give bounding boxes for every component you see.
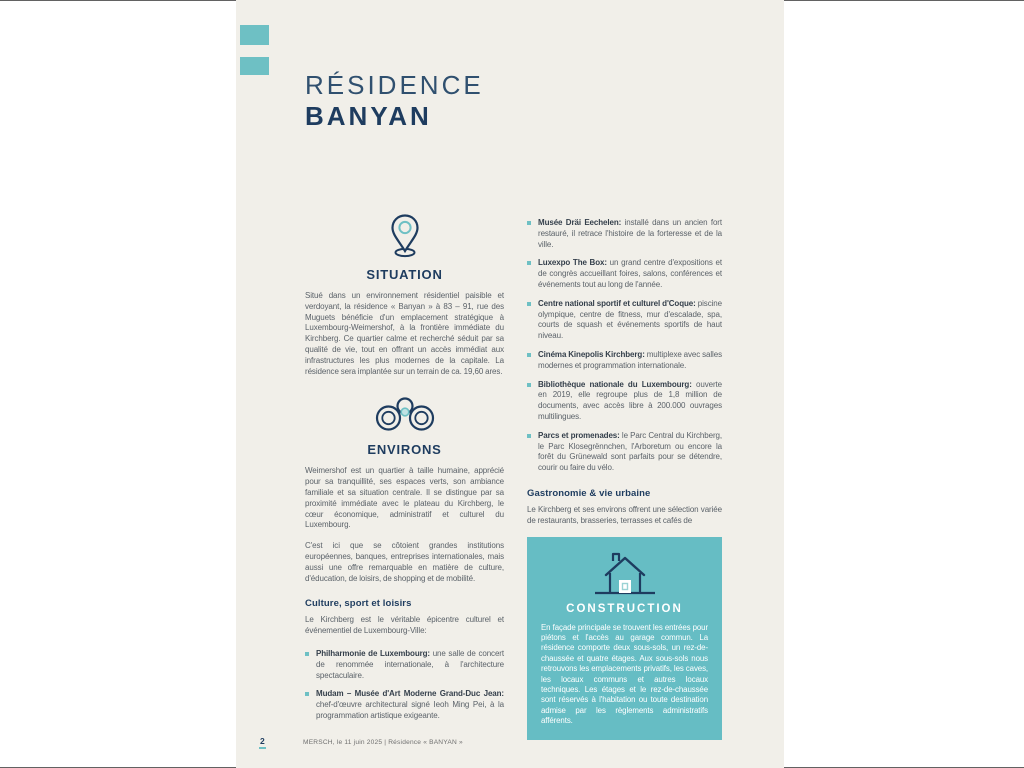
bullet-square-icon xyxy=(527,383,531,387)
bullet-desc: ouverte en 2019, elle regroupe plus de 1,8 million de documents, avec accès libre à 200.000 ouvrages multilingues. xyxy=(538,379,722,421)
list-item xyxy=(527,258,722,290)
culture-bullet-list xyxy=(305,649,504,722)
bullet-title: Centre national sportif et culturel d'Coque: xyxy=(538,298,696,308)
bullet-text xyxy=(538,299,722,342)
situation-icon-wrap xyxy=(305,212,504,258)
bullet-desc: un grand centre d'expositions et de congrès accueillant foires, salons, conférences et événements tout au long de l'année. xyxy=(538,258,722,289)
page-title xyxy=(305,70,484,132)
construction-body: En façade principale se trouvent les entrées pour piétons et l'accès au garage commun. La résidence comporte deux sous-sols, un rez-de-chaussée et quatre étages. Aux sous-sols nous retrouvons les emplacements privatifs, les caves, les locaux communs et autres locaux techniques. Les étages et le rez-de-chaussée sont réservés à l'habitation ou toute destination admise par les règlements administratifs afférents. xyxy=(541,622,709,726)
gastronomie-body: Le Kirchberg et ses environs offrent une sélection variée de restaurants, brasseries, terrasses et cafés de xyxy=(527,504,722,525)
bullet-title: Cinéma Kinepolis Kirchberg: xyxy=(538,349,645,359)
bullet-text xyxy=(316,689,504,721)
bullet-desc: chef-d'œuvre architectural signé Ieoh Ming Pei, à la programmation artistique exigeante. xyxy=(316,700,504,720)
title-line-banyan: BANYAN xyxy=(305,101,432,131)
bullet-square-icon xyxy=(305,692,309,696)
footer-text: MERSCH, le 11 juin 2025 | Résidence « BANYAN » xyxy=(303,739,463,746)
bullet-title: Parcs et promenades: xyxy=(538,430,620,440)
map-pin-icon xyxy=(384,212,426,258)
bullet-desc: installé dans un ancien fort restauré, il retrace l'histoire de la forteresse et de la ville. xyxy=(538,218,722,249)
left-column xyxy=(305,212,504,730)
culture-heading: Culture, sport et loisirs xyxy=(305,598,412,610)
list-item xyxy=(527,218,722,250)
bullet-title: Luxexpo The Box: xyxy=(538,258,607,268)
list-item xyxy=(305,689,504,721)
bullet-desc: le Parc Central du Kirchberg, le Parc Klosegrënnchen, l'Arboretum ou encore la forêt du Grünewald sont parfaits pour se détendre, courir ou faire du vélo. xyxy=(538,430,722,473)
bullet-title: Musée Dräi Eechelen: xyxy=(538,218,622,227)
situation-body: Situé dans un environnement résidentiel paisible et verdoyant, la résidence « Banyan » à 83 – 91, rue des Muguets bénéficie d'un emplacement stratégique à Luxembourg-Weimershof, à la frontière immédiate du Kirchberg. Ce quartier calme et recherché séduit par sa qualité de vie, tout en offrant un accès immédiat aux infrastructures les plus modernes de la capitale. La résidence sera implantée sur un terrain de ca. 19,60 ares. xyxy=(305,291,504,376)
right-column xyxy=(527,218,722,740)
bullet-square-icon xyxy=(527,261,531,265)
bullet-text xyxy=(538,258,722,290)
construction-heading: CONSTRUCTION xyxy=(566,602,683,615)
accent-square-1 xyxy=(240,25,269,45)
construction-box xyxy=(527,537,722,740)
environs-body-1: Weimershof est un quartier à taille humaine, apprécié pour sa tranquillité, ses espaces verts, son ambiance familiale et sa situation centrale. Il se distingue par sa proximité immédiate avec le plateau du Kirchberg, le cœur économique, administratif et culturel du Luxembourg. xyxy=(305,466,504,530)
environs-body-2: C'est ici que se côtoient grandes institutions européennes, banques, entreprises internationales, mais aussi une offre remarquable en matière de culture, d'éducation, de loisirs, de shopping et de mobilité. xyxy=(305,541,504,583)
bullet-square-icon xyxy=(527,434,531,438)
construction-icon-wrap xyxy=(541,549,708,597)
environs-heading: ENVIRONS xyxy=(367,442,442,458)
bullet-text xyxy=(538,380,722,423)
bullet-square-icon xyxy=(305,652,309,656)
environs-bullet-list xyxy=(527,218,722,474)
bullet-desc: une salle de concert de renommée internationale, à l'architecture spectaculaire. xyxy=(316,648,504,680)
bullet-text xyxy=(538,431,722,474)
gastronomie-heading: Gastronomie & vie urbaine xyxy=(527,487,651,499)
bullet-square-icon xyxy=(527,353,531,357)
binoculars-icon xyxy=(374,393,436,433)
bullet-desc: multiplexe avec salles modernes et programmation internationale. xyxy=(538,349,722,370)
bullet-title: Philharmonie de Luxembourg: xyxy=(316,648,430,658)
title-line-residence: RÉSIDENCE xyxy=(305,70,484,100)
situation-heading: SITUATION xyxy=(366,267,443,282)
list-item xyxy=(527,431,722,474)
bullet-text xyxy=(316,649,504,681)
page-number: 2 xyxy=(259,736,266,749)
accent-square-2 xyxy=(240,57,269,75)
list-item xyxy=(527,380,722,423)
bullet-text xyxy=(538,350,722,372)
culture-intro: Le Kirchberg est le véritable épicentre culturel et événementiel de Luxembourg-Ville: xyxy=(305,615,504,636)
list-item xyxy=(527,299,722,342)
bullet-square-icon xyxy=(527,221,531,225)
list-item xyxy=(305,649,504,681)
environs-icon-wrap xyxy=(305,393,504,433)
bullet-text xyxy=(538,218,722,250)
bullet-title: Mudam – Musée d'Art Moderne Grand-Duc Jean: xyxy=(316,689,504,699)
bullet-title: Bibliothèque nationale du Luxembourg: xyxy=(538,379,692,389)
house-icon xyxy=(592,549,658,597)
bullet-square-icon xyxy=(527,302,531,306)
list-item xyxy=(527,350,722,372)
bullet-desc: piscine olympique, centre de fitness, mur d'escalade, spa, courts de squash et événements sportifs de haut niveau. xyxy=(538,298,722,341)
